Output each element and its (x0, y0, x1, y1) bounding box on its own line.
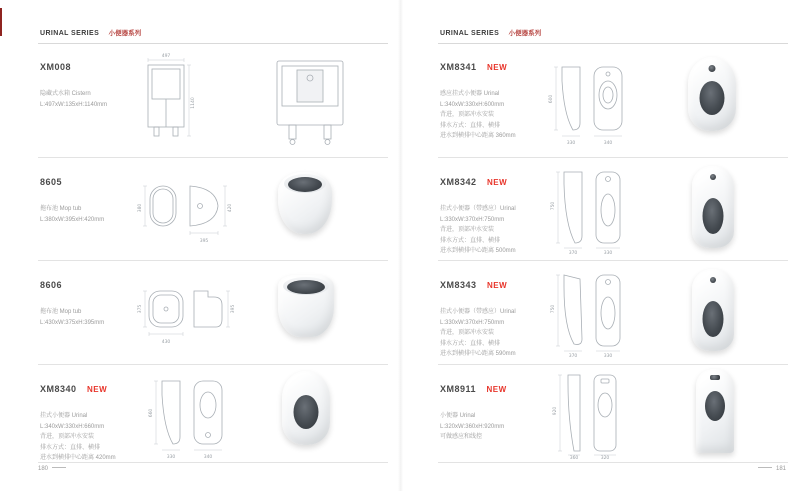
tech-drawing-cistern-front (134, 51, 196, 152)
page-number-right (754, 466, 786, 472)
dim-label: 430 (161, 340, 171, 345)
new-badge: NEW (486, 385, 507, 394)
product-rows-left (38, 43, 388, 463)
product-row-8606 (38, 261, 388, 365)
desc-line: 拖布池 Mop tub (40, 309, 82, 315)
tech-drawing-urinal-tall-views (534, 166, 634, 259)
dim-label: 920 (553, 406, 558, 416)
desc-line: 排水方式：直排、横排 (440, 340, 501, 347)
tech-drawing-urinal-floor-views (534, 369, 634, 464)
desc-line: L:330xW:370xH:750mm (440, 216, 505, 223)
dim-label: 380 (138, 203, 143, 213)
product-row-xm8341 (438, 43, 788, 158)
dim-label: 420 (228, 203, 233, 213)
desc-line: 挂式小便器（带感应）Urinal (440, 206, 516, 212)
product-photo-8606 (278, 275, 334, 337)
desc-line: L:340xW:330xH:660mm (40, 423, 105, 430)
page-number-line (52, 467, 66, 468)
model-number: 8606 (40, 280, 63, 290)
desc-line: 隐藏式水箱 Cistern (40, 91, 91, 97)
desc-line: 进水到横排中心距离 590mm (440, 351, 516, 357)
desc-line: 可做感应和线控 (440, 434, 483, 440)
desc-line: L:430xW:375xH:395mm (40, 319, 105, 326)
dim-label: 370 (568, 354, 578, 357)
desc-line: 背进，顶部冲水安装 (440, 227, 495, 233)
desc-line: 挂式小便器 Urinal (40, 413, 88, 419)
product-photo-xm8341 (688, 57, 736, 131)
tech-drawing-moptub-views (134, 174, 238, 251)
page-gutter (398, 0, 403, 491)
dim-label: 330 (603, 354, 613, 357)
desc-line: 挂式小便器（带感应）Urinal (440, 309, 516, 315)
model-number: XM8911 (440, 384, 477, 394)
moptub-body (278, 172, 332, 234)
product-row-8605 (38, 158, 388, 261)
dim-label: 395 (199, 239, 209, 244)
urinal-body (696, 369, 734, 453)
dim-label: 320 (600, 456, 610, 459)
dim-label: 1140 (191, 97, 196, 109)
desc-line: L:380xW:395xH:420mm (40, 216, 105, 223)
product-photo-xm8911 (696, 369, 734, 453)
product-photo-xm8343 (692, 269, 734, 351)
product-photo-xm8340 (282, 371, 330, 445)
new-badge: NEW (486, 63, 508, 72)
desc-line: 排水方式：直排、横排 (440, 237, 501, 244)
desc-line: L:320xW:360xH:920mm (440, 423, 505, 430)
tech-drawing-cistern-frame (270, 53, 350, 152)
product-row-xm8343 (438, 261, 788, 365)
model-number: XM008 (40, 62, 72, 72)
sensor-window (710, 174, 716, 180)
page-header-left (40, 22, 141, 40)
page-number-text: 181 (775, 466, 786, 472)
dim-label: 370 (568, 251, 578, 254)
dim-label: 340 (203, 455, 213, 459)
desc-line: L:330xW:370xH:750mm (440, 319, 505, 326)
bowl-opening (703, 301, 724, 337)
series-title-en: URINAL SERIES (40, 30, 100, 37)
desc-line: L:497xW:135xH:1140mm (40, 101, 108, 108)
bowl-opening (705, 391, 725, 421)
product-row-xm8340 (38, 365, 388, 463)
model-number: 8605 (40, 177, 63, 187)
desc-line: 背进，顶部冲水安装 (440, 112, 495, 118)
urinal-body (688, 57, 736, 131)
model-number: XM8340 (40, 384, 77, 394)
product-row-xm8911 (438, 365, 788, 463)
desc-line: 进水到横排中心距离 500mm (440, 248, 516, 254)
bowl-opening (700, 81, 725, 115)
dim-label: 750 (551, 304, 556, 314)
new-badge: NEW (86, 385, 108, 394)
tech-drawing-urinal-views (134, 371, 234, 464)
product-photo-xm8342 (692, 166, 734, 248)
tech-drawing-urinal-views (534, 57, 634, 150)
model-number: XM8341 (440, 62, 477, 72)
sensor-window (709, 65, 716, 72)
product-row-xm8342 (438, 158, 788, 261)
sensor-window (710, 277, 716, 283)
model-number: XM8342 (440, 177, 477, 187)
page-number-left (38, 466, 70, 472)
dim-label: 340 (603, 141, 613, 145)
page-number-line (758, 467, 772, 468)
dim-label: 330 (166, 455, 176, 459)
series-title-cn: 小便器系列 (508, 30, 542, 37)
model-number: XM8343 (440, 280, 477, 290)
page-right (400, 0, 800, 491)
desc-line: 背进，顶部冲水安装 (40, 434, 95, 440)
moptub-body (278, 275, 334, 337)
page-number-text: 180 (38, 466, 49, 472)
dim-label: 330 (603, 251, 613, 254)
desc-line: 进水到横排中心距离 360mm (440, 133, 516, 139)
urinal-body (692, 166, 734, 248)
tech-drawing-urinal-tall-views (534, 269, 634, 362)
dim-label: 395 (231, 304, 236, 314)
bowl-opening (294, 395, 319, 429)
bowl-opening (703, 198, 724, 234)
new-badge: NEW (486, 281, 508, 290)
desc-line: 排水方式：直排、横排 (40, 444, 101, 451)
tech-drawing-moptub2-views (134, 277, 238, 356)
series-title-cn: 小便器系列 (108, 30, 142, 37)
urinal-body (282, 371, 330, 445)
dim-label: 497 (161, 54, 171, 59)
dim-label: 375 (138, 304, 143, 314)
tub-opening (288, 177, 322, 192)
dim-label: 600 (549, 94, 554, 104)
page-header-right (440, 22, 541, 40)
sensor-window (710, 375, 720, 380)
desc-line: 排水方式：直排、横排 (440, 122, 501, 129)
desc-line: 小便器 Urinal (440, 413, 476, 419)
product-row-xm008 (38, 43, 388, 158)
desc-line: L:340xW:330xH:600mm (440, 101, 505, 108)
desc-line: 背进，顶部冲水安装 (440, 330, 495, 336)
product-photo-8605 (278, 172, 332, 234)
desc-line: 感应挂式小便器 Urinal (440, 91, 500, 97)
dim-label: 360 (569, 456, 579, 459)
urinal-body (692, 269, 734, 351)
series-title-en: URINAL SERIES (440, 30, 500, 37)
dim-label: 660 (149, 408, 154, 418)
new-badge: NEW (486, 178, 508, 187)
dim-label: 330 (566, 141, 576, 145)
desc-line: 进水到横排中心距离 420mm (40, 455, 116, 461)
dim-label: 750 (551, 201, 556, 211)
product-rows-right (438, 43, 788, 463)
desc-line: 拖布池 Mop tub (40, 206, 82, 212)
tub-opening (287, 280, 325, 294)
